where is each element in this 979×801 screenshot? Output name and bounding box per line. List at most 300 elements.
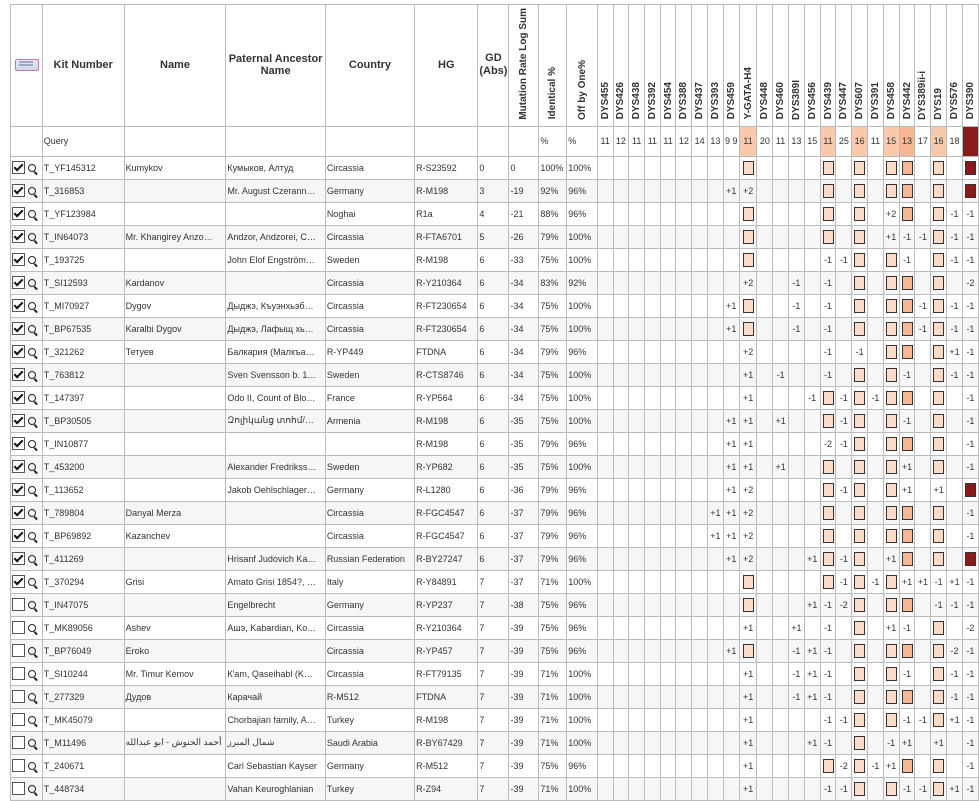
marker-diff-cell: -1 <box>789 662 805 685</box>
result-row <box>11 777 979 800</box>
row-checkbox[interactable] <box>12 437 25 450</box>
cell-kit-number[interactable]: T_IN64073 <box>42 225 124 248</box>
cell-mutation-rate: -19 <box>509 179 539 202</box>
result-row <box>11 363 979 386</box>
match-swatch <box>823 506 834 520</box>
row-checkbox[interactable] <box>12 782 25 795</box>
cell-off-by-one-pct: 100% <box>567 386 598 409</box>
cell-kit-number[interactable]: T_411269 <box>42 547 124 570</box>
header-marker[interactable]: DYS460 <box>773 5 789 127</box>
marker-diff-cell <box>692 754 708 777</box>
magnifier-icon[interactable] <box>28 187 36 195</box>
header-marker[interactable]: DYS438 <box>629 5 645 127</box>
marker-diff-cell <box>692 363 708 386</box>
header-marker[interactable]: DYS455 <box>597 5 613 127</box>
marker-diff-cell <box>660 501 676 524</box>
row-checkbox[interactable] <box>12 391 25 404</box>
cell-tester-name <box>124 248 226 271</box>
row-checkbox[interactable] <box>12 460 25 473</box>
cell-country: Saudi Arabia <box>325 731 414 754</box>
marker-diff-cell: -1 <box>820 731 836 754</box>
cell-country: Sweden <box>325 455 414 478</box>
marker-diff-cell <box>836 639 852 662</box>
cell-kit-number[interactable]: T_316853 <box>42 179 124 202</box>
cell-mutation-rate: -34 <box>509 317 539 340</box>
magnifier-icon[interactable] <box>28 486 36 494</box>
cell-identical-pct: 71% <box>539 570 567 593</box>
header-name[interactable]: Name <box>124 5 226 127</box>
cell-kit-number[interactable]: T_M11496 <box>42 731 124 754</box>
row-select[interactable] <box>11 777 43 800</box>
marker-diff-cell <box>660 409 676 432</box>
marker-diff-cell <box>613 271 629 294</box>
row-select[interactable] <box>11 340 43 363</box>
marker-diff-cell <box>789 708 805 731</box>
cell-kit-number[interactable]: T_SI10244 <box>42 662 124 685</box>
marker-diff-cell <box>613 225 629 248</box>
row-select[interactable] <box>11 731 43 754</box>
app-logo-icon <box>13 55 39 73</box>
marker-match-cell <box>931 432 947 455</box>
magnifier-icon[interactable] <box>28 371 36 379</box>
marker-diff-cell: -1 <box>915 225 931 248</box>
magnifier-icon[interactable] <box>28 670 36 678</box>
cell-kit-number[interactable]: T_BP76049 <box>42 639 124 662</box>
marker-match-cell <box>852 179 868 202</box>
row-checkbox[interactable] <box>12 552 25 565</box>
header-mutation-rate[interactable]: Mutation Rate Log Sum <box>509 5 539 127</box>
marker-diff-cell <box>613 363 629 386</box>
row-checkbox[interactable] <box>12 299 25 312</box>
row-select[interactable] <box>11 708 43 731</box>
cell-paternal-ancestor: Alexander Fredrikss… <box>226 455 325 478</box>
header-marker[interactable]: DYS442 <box>899 5 915 127</box>
marker-diff-cell <box>723 731 739 754</box>
row-select[interactable] <box>11 616 43 639</box>
header-marker[interactable]: DYS391 <box>868 5 884 127</box>
header-marker[interactable]: DYS393 <box>707 5 723 127</box>
cell-kit-number[interactable]: T_789804 <box>42 501 124 524</box>
row-select[interactable] <box>11 248 43 271</box>
row-checkbox[interactable] <box>12 621 25 634</box>
cell-identical-pct: 75% <box>539 248 567 271</box>
cell-off-by-one-pct: 100% <box>567 156 598 179</box>
row-select[interactable] <box>11 570 43 593</box>
magnifier-icon[interactable] <box>28 509 36 517</box>
header-marker[interactable]: DYS392 <box>645 5 661 127</box>
marker-diff-cell <box>597 478 613 501</box>
row-select[interactable] <box>11 432 43 455</box>
marker-diff-cell: +1 <box>707 501 723 524</box>
cell-kit-number[interactable]: T_IN10877 <box>42 432 124 455</box>
magnifier-icon[interactable] <box>28 256 36 264</box>
row-select[interactable] <box>11 202 43 225</box>
marker-diff-cell: +1 <box>804 662 820 685</box>
cell-kit-number[interactable]: T_763812 <box>42 363 124 386</box>
magnifier-icon[interactable] <box>28 532 36 540</box>
marker-match-cell <box>852 409 868 432</box>
header-marker[interactable]: DYS448 <box>757 5 773 127</box>
marker-diff-cell <box>645 386 661 409</box>
magnifier-icon[interactable] <box>28 624 36 632</box>
row-checkbox[interactable] <box>12 667 25 680</box>
marker-diff-cell <box>676 202 692 225</box>
header-marker[interactable]: DYS576 <box>947 5 963 127</box>
row-select[interactable] <box>11 317 43 340</box>
marker-diff-cell <box>789 478 805 501</box>
marker-diff-cell: -1 <box>820 363 836 386</box>
marker-diff-cell <box>868 708 884 731</box>
row-select[interactable] <box>11 179 43 202</box>
cell-kit-number[interactable]: T_321262 <box>42 340 124 363</box>
row-checkbox[interactable] <box>12 759 25 772</box>
row-select[interactable] <box>11 501 43 524</box>
cell-tester-name <box>124 593 226 616</box>
cell-kit-number[interactable]: T_YF123984 <box>42 202 124 225</box>
header-marker[interactable]: DYS389ii-i <box>915 5 931 127</box>
cell-tester-name: أحمد الحنوش - ابو عبدالله <box>124 731 226 754</box>
cell-mutation-rate: -39 <box>509 616 539 639</box>
cell-kit-number[interactable]: T_193725 <box>42 248 124 271</box>
cell-kit-number[interactable]: T_370294 <box>42 570 124 593</box>
marker-diff-cell <box>597 685 613 708</box>
cell-identical-pct: 71% <box>539 777 567 800</box>
match-swatch <box>854 322 865 336</box>
header-marker[interactable]: DYS459 <box>723 5 739 127</box>
marker-diff-cell <box>915 754 931 777</box>
cell-haplogroup: R-M198 <box>415 708 478 731</box>
row-checkbox[interactable] <box>12 184 25 197</box>
magnifier-icon[interactable] <box>28 325 36 333</box>
marker-diff-cell: +1 <box>739 616 757 639</box>
cell-country: Circassia <box>325 639 414 662</box>
header-marker[interactable]: DYS454 <box>660 5 676 127</box>
marker-diff-cell <box>757 777 773 800</box>
row-select[interactable] <box>11 639 43 662</box>
header-gd[interactable]: GD (Abs) <box>478 5 509 127</box>
magnifier-icon[interactable] <box>28 394 36 402</box>
marker-diff-cell: +1 <box>899 570 915 593</box>
magnifier-icon[interactable] <box>28 716 36 724</box>
row-select[interactable] <box>11 455 43 478</box>
header-marker[interactable]: DYS426 <box>613 5 629 127</box>
marker-diff-cell <box>629 524 645 547</box>
marker-diff-cell <box>692 156 708 179</box>
marker-diff-cell <box>868 271 884 294</box>
marker-diff-cell: +1 <box>947 708 963 731</box>
cell-mutation-rate: -39 <box>509 639 539 662</box>
marker-diff-cell <box>676 225 692 248</box>
header-row <box>11 5 979 127</box>
match-swatch <box>886 782 897 796</box>
marker-diff-cell <box>773 708 789 731</box>
magnifier-icon[interactable] <box>28 348 36 356</box>
marker-diff-cell: -1 <box>899 777 915 800</box>
header-marker[interactable]: DYS390 <box>962 5 978 127</box>
marker-diff-cell <box>804 570 820 593</box>
marker-diff-cell: -1 <box>836 570 852 593</box>
row-checkbox[interactable] <box>12 644 25 657</box>
row-checkbox[interactable] <box>12 598 25 611</box>
header-identical[interactable]: Identical % <box>539 5 567 127</box>
row-checkbox[interactable] <box>12 253 25 266</box>
magnifier-icon[interactable] <box>28 463 36 471</box>
magnifier-icon[interactable] <box>28 302 36 310</box>
marker-match-cell <box>739 156 757 179</box>
header-marker[interactable]: DYS19 <box>931 5 947 127</box>
row-select[interactable] <box>11 685 43 708</box>
result-row <box>11 340 979 363</box>
magnifier-icon[interactable] <box>28 279 36 287</box>
match-swatch <box>823 759 834 773</box>
cell-country: Circassia <box>325 156 414 179</box>
row-select[interactable] <box>11 524 43 547</box>
header-marker[interactable]: DYS456 <box>804 5 820 127</box>
row-checkbox[interactable] <box>12 575 25 588</box>
cell-country: Armenia <box>325 409 414 432</box>
marker-diff-cell <box>773 754 789 777</box>
cell-kit-number[interactable]: T_MI70927 <box>42 294 124 317</box>
marker-match-cell <box>820 754 836 777</box>
header-marker[interactable]: DYS458 <box>883 5 899 127</box>
row-checkbox[interactable] <box>12 161 25 174</box>
marker-diff-cell <box>773 317 789 340</box>
marker-diff-cell <box>757 708 773 731</box>
marker-match-cell <box>820 156 836 179</box>
row-checkbox[interactable] <box>12 322 25 335</box>
row-select[interactable] <box>11 363 43 386</box>
cell-genetic-distance: 6 <box>478 478 509 501</box>
marker-match-cell <box>883 455 899 478</box>
magnifier-icon[interactable] <box>28 555 36 563</box>
match-swatch <box>902 345 913 359</box>
marker-diff-cell <box>629 317 645 340</box>
marker-diff-cell <box>947 524 963 547</box>
match-swatch <box>854 483 865 497</box>
marker-diff-cell <box>692 547 708 570</box>
marker-diff-cell: +1 <box>723 294 739 317</box>
magnifier-icon[interactable] <box>28 601 36 609</box>
cell-tester-name <box>124 363 226 386</box>
marker-diff-cell <box>915 386 931 409</box>
marker-diff-cell <box>629 616 645 639</box>
marker-diff-cell: +1 <box>804 731 820 754</box>
magnifier-icon[interactable] <box>28 578 36 586</box>
cell-off-by-one-pct: 96% <box>567 202 598 225</box>
row-select[interactable] <box>11 225 43 248</box>
header-marker[interactable]: DYS439 <box>820 5 836 127</box>
query-marker-value: 9 9 <box>723 126 739 156</box>
match-swatch <box>854 575 865 589</box>
cell-paternal-ancestor: Vahan Keuroghlanian <box>226 777 325 800</box>
marker-diff-cell <box>868 294 884 317</box>
marker-diff-cell <box>613 501 629 524</box>
marker-diff-cell: -2 <box>836 593 852 616</box>
marker-diff-cell <box>629 202 645 225</box>
cell-country: Noghai <box>325 202 414 225</box>
cell-mutation-rate: -36 <box>509 478 539 501</box>
row-checkbox[interactable] <box>12 368 25 381</box>
match-swatch <box>823 391 834 405</box>
cell-country: France <box>325 386 414 409</box>
match-swatch <box>886 667 897 681</box>
row-checkbox[interactable] <box>12 483 25 496</box>
marker-match-cell <box>820 179 836 202</box>
row-select[interactable] <box>11 156 43 179</box>
marker-diff-cell <box>757 409 773 432</box>
marker-diff-cell <box>789 363 805 386</box>
magnifier-icon[interactable] <box>28 647 36 655</box>
row-checkbox[interactable] <box>12 506 25 519</box>
cell-tester-name: Danyal Merza <box>124 501 226 524</box>
cell-haplogroup: R-M512 <box>415 754 478 777</box>
header-marker[interactable]: DYS388 <box>676 5 692 127</box>
marker-diff-cell <box>757 156 773 179</box>
magnifier-icon[interactable] <box>28 233 36 241</box>
cell-kit-number[interactable]: T_147397 <box>42 386 124 409</box>
cell-mutation-rate: -39 <box>509 754 539 777</box>
marker-diff-cell: -1 <box>836 386 852 409</box>
cell-genetic-distance: 6 <box>478 340 509 363</box>
match-swatch <box>933 276 944 290</box>
cell-kit-number[interactable]: T_IN47075 <box>42 593 124 616</box>
marker-diff-cell <box>660 225 676 248</box>
marker-diff-cell <box>804 777 820 800</box>
marker-match-cell <box>931 248 947 271</box>
cell-genetic-distance: 3 <box>478 179 509 202</box>
cell-off-by-one-pct: 96% <box>567 593 598 616</box>
header-marker[interactable]: Y-GATA-H4 <box>739 5 757 127</box>
marker-diff-cell <box>947 616 963 639</box>
marker-diff-cell <box>692 248 708 271</box>
cell-kit-number[interactable]: T_YF145312 <box>42 156 124 179</box>
row-checkbox[interactable] <box>12 736 25 749</box>
marker-diff-cell <box>676 248 692 271</box>
match-swatch <box>886 598 897 612</box>
row-select[interactable] <box>11 547 43 570</box>
marker-diff-cell <box>789 386 805 409</box>
cell-kit-number[interactable]: T_240671 <box>42 754 124 777</box>
marker-diff-cell: +2 <box>739 478 757 501</box>
magnifier-icon[interactable] <box>28 440 36 448</box>
marker-diff-cell <box>692 777 708 800</box>
row-checkbox[interactable] <box>12 713 25 726</box>
marker-diff-cell <box>613 547 629 570</box>
cell-genetic-distance: 6 <box>478 432 509 455</box>
header-marker[interactable]: DYS389I <box>789 5 805 127</box>
marker-diff-cell <box>915 156 931 179</box>
row-select[interactable] <box>11 754 43 777</box>
magnifier-icon[interactable] <box>28 693 36 701</box>
row-checkbox[interactable] <box>12 414 25 427</box>
result-row <box>11 432 979 455</box>
row-select[interactable] <box>11 386 43 409</box>
marker-diff-cell <box>947 409 963 432</box>
match-swatch <box>902 161 913 175</box>
header-country[interactable]: Country <box>325 5 414 127</box>
header-hg[interactable]: HG <box>415 5 478 127</box>
marker-diff-cell <box>836 524 852 547</box>
row-select[interactable] <box>11 478 43 501</box>
magnifier-icon[interactable] <box>28 417 36 425</box>
magnifier-icon[interactable] <box>28 164 36 172</box>
cell-kit-number[interactable]: T_448734 <box>42 777 124 800</box>
cell-identical-pct: 92% <box>539 179 567 202</box>
header-marker[interactable]: DYS447 <box>836 5 852 127</box>
marker-diff-cell <box>597 639 613 662</box>
cell-kit-number[interactable]: T_SI12593 <box>42 271 124 294</box>
magnifier-icon[interactable] <box>28 785 36 793</box>
cell-kit-number[interactable]: T_113652 <box>42 478 124 501</box>
marker-diff-cell <box>676 639 692 662</box>
marker-diff-cell <box>660 639 676 662</box>
cell-kit-number[interactable]: T_MK89056 <box>42 616 124 639</box>
header-marker[interactable]: DYS437 <box>692 5 708 127</box>
match-swatch <box>965 483 976 497</box>
row-checkbox[interactable] <box>12 276 25 289</box>
row-select[interactable] <box>11 593 43 616</box>
marker-diff-cell <box>645 570 661 593</box>
cell-kit-number[interactable]: T_BP69892 <box>42 524 124 547</box>
marker-diff-cell <box>723 662 739 685</box>
cell-genetic-distance: 6 <box>478 317 509 340</box>
row-checkbox[interactable] <box>12 345 25 358</box>
marker-diff-cell: +1 <box>723 455 739 478</box>
magnifier-icon[interactable] <box>28 762 36 770</box>
header-paternal-ancestor[interactable]: Paternal Ancestor Name <box>226 5 325 127</box>
cell-kit-number[interactable]: T_453200 <box>42 455 124 478</box>
query-marker-value: 11 <box>645 126 661 156</box>
header-marker[interactable]: DYS607 <box>852 5 868 127</box>
cell-off-by-one-pct: 96% <box>567 524 598 547</box>
magnifier-icon[interactable] <box>28 739 36 747</box>
row-checkbox[interactable] <box>12 230 25 243</box>
cell-kit-number[interactable]: T_BP30505 <box>42 409 124 432</box>
marker-diff-cell <box>676 156 692 179</box>
row-checkbox[interactable] <box>12 207 25 220</box>
marker-diff-cell <box>757 547 773 570</box>
row-checkbox[interactable] <box>12 690 25 703</box>
cell-kit-number[interactable]: T_MK45079 <box>42 708 124 731</box>
cell-paternal-ancestor <box>226 501 325 524</box>
cell-paternal-ancestor: Engelbrecht <box>226 593 325 616</box>
result-row <box>11 271 979 294</box>
query-offbyone-unit: % <box>567 126 598 156</box>
marker-diff-cell <box>597 248 613 271</box>
cell-mutation-rate: -34 <box>509 271 539 294</box>
cell-tester-name <box>124 547 226 570</box>
header-kit-number[interactable]: Kit Number <box>42 5 124 127</box>
marker-diff-cell <box>947 455 963 478</box>
marker-diff-cell <box>629 708 645 731</box>
cell-kit-number[interactable]: T_BP67535 <box>42 317 124 340</box>
row-checkbox[interactable] <box>12 529 25 542</box>
cell-haplogroup: R-FT79135 <box>415 662 478 685</box>
marker-diff-cell <box>804 432 820 455</box>
marker-match-cell <box>739 593 757 616</box>
row-select[interactable] <box>11 271 43 294</box>
marker-diff-cell <box>692 455 708 478</box>
cell-kit-number[interactable]: T_277329 <box>42 685 124 708</box>
marker-match-cell <box>883 340 899 363</box>
marker-diff-cell <box>676 777 692 800</box>
header-off-by-one[interactable]: Off by One% <box>567 5 598 127</box>
magnifier-icon[interactable] <box>28 210 36 218</box>
row-select[interactable] <box>11 662 43 685</box>
marker-match-cell <box>899 386 915 409</box>
row-select[interactable] <box>11 294 43 317</box>
row-select[interactable] <box>11 409 43 432</box>
